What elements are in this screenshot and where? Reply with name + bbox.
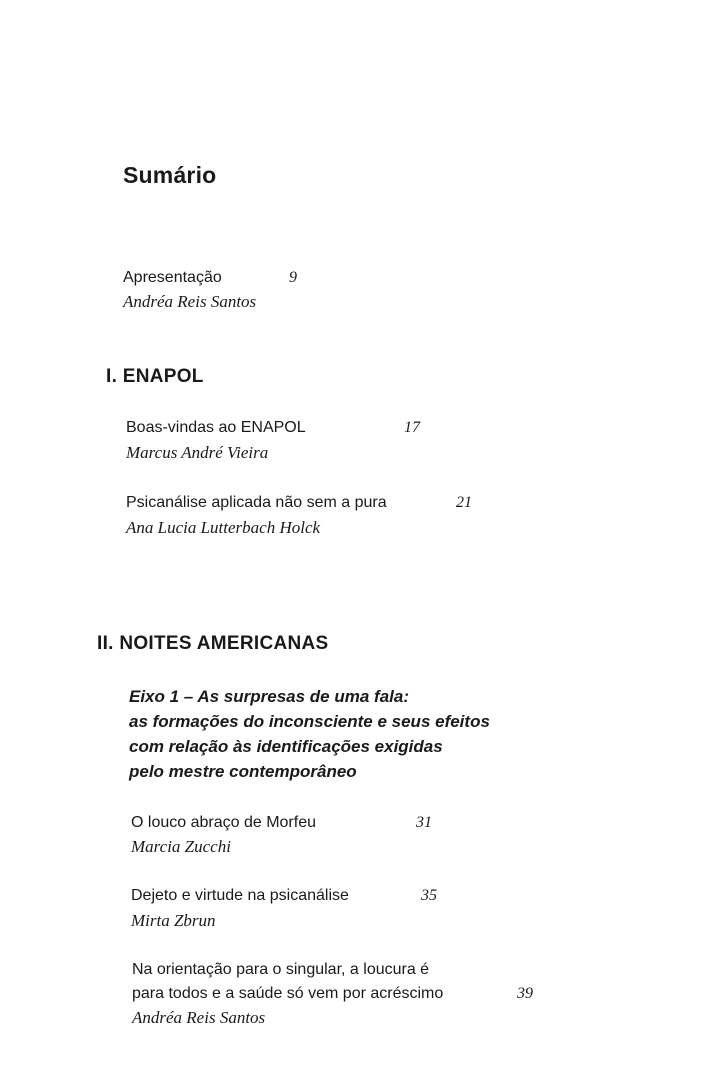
entry-title-louco-abraco: O louco abraço de Morfeu xyxy=(131,814,316,831)
entry-author-psicanalise-aplicada: Ana Lucia Lutterbach Holck xyxy=(126,518,321,537)
section-heading-enapol: I. ENAPOL xyxy=(106,366,204,387)
page-number-louco-abraco: 31 xyxy=(416,814,432,831)
eixo-line: Eixo 1 – As surpresas de uma fala: xyxy=(129,687,409,706)
entry-title-psicanalise-aplicada: Psicanálise aplicada não sem a pura xyxy=(126,494,387,511)
entry-author-apresentacao: Andréa Reis Santos xyxy=(123,292,257,311)
entry-author-louco-abraco: Marcia Zucchi xyxy=(131,837,231,856)
page-number-apresentacao: 9 xyxy=(289,269,297,286)
page-number-orientacao-singular: 39 xyxy=(517,985,533,1002)
page-title: Sumário xyxy=(123,162,217,188)
eixo-line: com relação às identificações exigidas xyxy=(129,737,443,756)
entry-title-orientacao-singular-line2: para todos e a saúde só vem por acréscimo xyxy=(132,985,444,1002)
entry-title-orientacao-singular-line1: Na orientação para o singular, a loucura é xyxy=(132,961,430,978)
page-number-boas-vindas: 17 xyxy=(404,419,420,436)
eixo-line: pelo mestre contemporâneo xyxy=(129,762,357,781)
entry-title-boas-vindas: Boas-vindas ao ENAPOL xyxy=(126,419,306,436)
eixo-line: as formações do inconsciente e seus efeitos xyxy=(129,712,490,731)
entry-author-orientacao-singular: Andréa Reis Santos xyxy=(132,1008,266,1027)
entry-title-dejeto-virtude: Dejeto e virtude na psicanálise xyxy=(131,887,349,904)
entry-title-apresentacao: Apresentação xyxy=(123,269,222,286)
entry-author-dejeto-virtude: Mirta Zbrun xyxy=(131,911,216,930)
page-number-psicanalise-aplicada: 21 xyxy=(456,494,472,511)
entry-author-boas-vindas: Marcus André Vieira xyxy=(126,443,269,462)
section-heading-noites-americanas: II. NOITES AMERICANAS xyxy=(97,633,329,654)
page-number-dejeto-virtude: 35 xyxy=(421,887,437,904)
eixo-heading xyxy=(129,684,490,784)
